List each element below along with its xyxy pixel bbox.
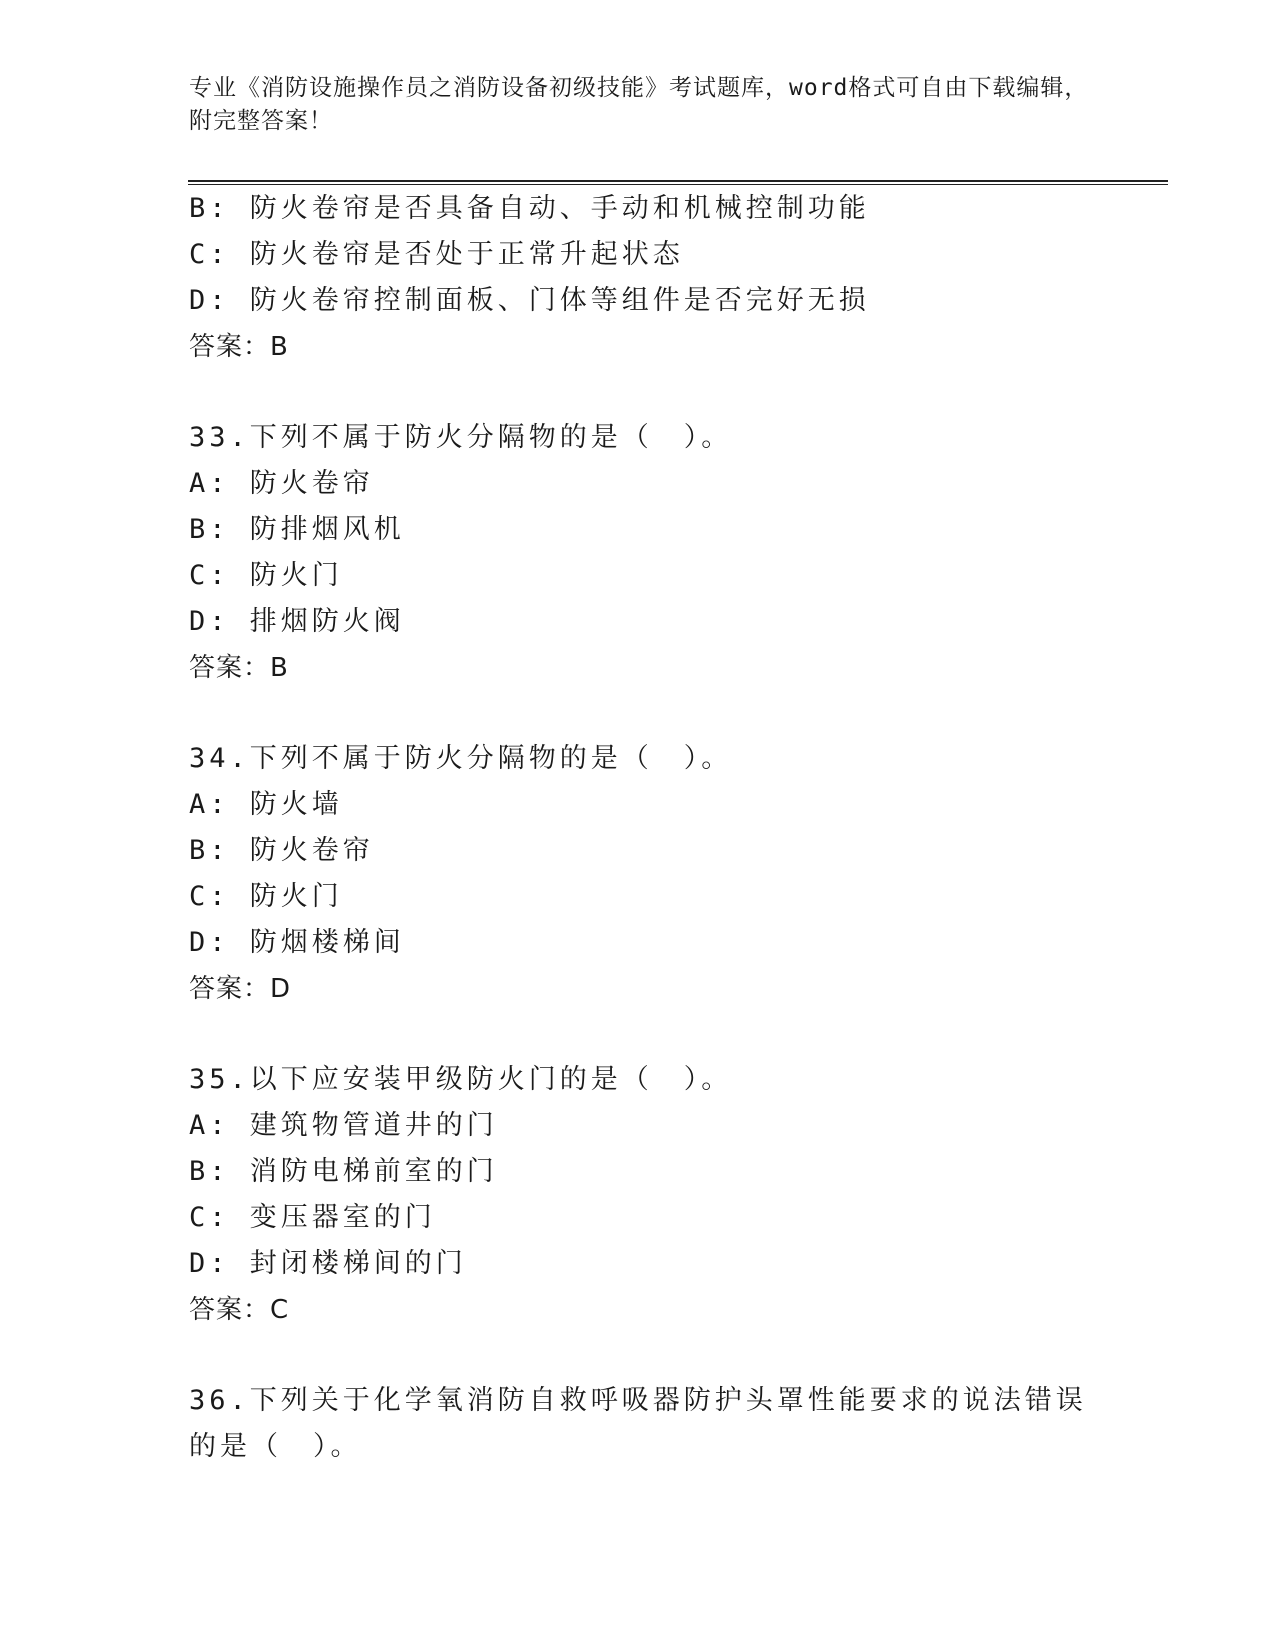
option-b: B: 消防电梯前室的门 xyxy=(189,1156,498,1187)
option-a: A: 防火墙 xyxy=(189,789,343,820)
answer-line: 答案：B xyxy=(189,653,289,683)
answer-line: 答案：C xyxy=(189,1295,290,1325)
option-a: A: 建筑物管道井的门 xyxy=(189,1110,498,1141)
question-block xyxy=(189,736,1189,1012)
option-d: D: 封闭楼梯间的门 xyxy=(189,1248,467,1279)
question-stem: 36.下列关于化学氧消防自救呼吸器防护头罩性能要求的说法错误的是（ ）。 xyxy=(189,1385,1087,1462)
question-block-continued xyxy=(189,186,1189,370)
option-b: B: 防火卷帘是否具备自动、手动和机械控制功能 xyxy=(189,193,870,224)
option-a: A: 防火卷帘 xyxy=(189,468,374,499)
option-d: D: 防烟楼梯间 xyxy=(189,927,405,958)
option-c: C: 防火门 xyxy=(189,881,343,912)
option-b: B: 防火卷帘 xyxy=(189,835,374,866)
option-b: B: 防排烟风机 xyxy=(189,514,405,545)
document-header: 专业《消防设施操作员之消防设备初级技能》考试题库，word格式可自由下载编辑，附完整答案！ xyxy=(189,75,1089,134)
question-stem: 33.下列不属于防火分隔物的是（ ）。 xyxy=(189,422,733,453)
question-block xyxy=(189,415,1189,691)
answer-line: 答案：B xyxy=(189,332,289,362)
header-divider xyxy=(188,180,1168,185)
question-block xyxy=(189,1378,1189,1470)
question-stem: 34.下列不属于防火分隔物的是（ ）。 xyxy=(189,743,733,774)
answer-line: 答案：D xyxy=(189,974,292,1004)
option-d: D: 防火卷帘控制面板、门体等组件是否完好无损 xyxy=(189,285,870,316)
option-c: C: 变压器室的门 xyxy=(189,1202,436,1233)
question-stem: 35.以下应安装甲级防火门的是（ ）。 xyxy=(189,1064,733,1095)
question-block xyxy=(189,1057,1189,1333)
option-c: C: 防火门 xyxy=(189,560,343,591)
option-d: D: 排烟防火阀 xyxy=(189,606,405,637)
question-list xyxy=(189,186,1189,1470)
option-c: C: 防火卷帘是否处于正常升起状态 xyxy=(189,239,684,270)
